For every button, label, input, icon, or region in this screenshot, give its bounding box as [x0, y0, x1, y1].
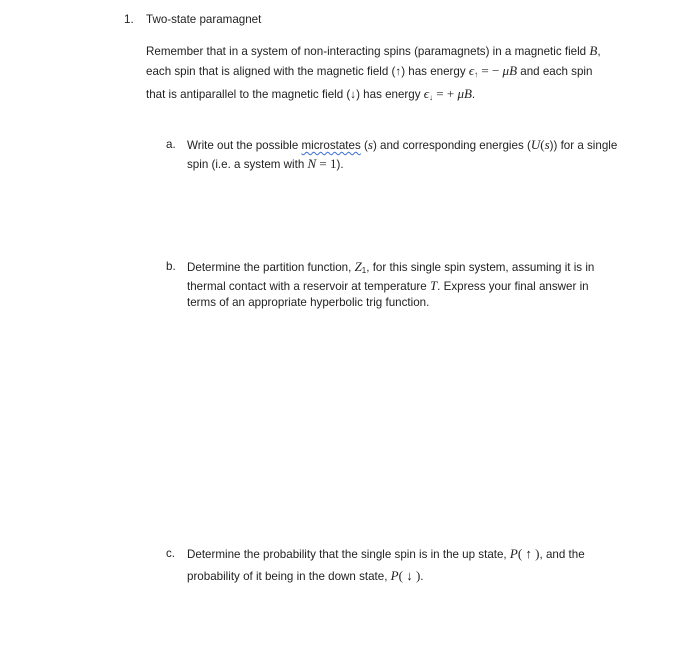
intro-line-1: Remember that in a system of non-interacting spins (paramagnets) in a magnetic field B, [146, 43, 601, 58]
spellcheck-underlined-word: microstates [301, 139, 361, 152]
part-b-line-3: terms of an appropriate hyperbolic trig function. [187, 296, 430, 309]
part-b-line-1: Determine the partition function, $Z_1$, for this single spin system, assuming it is in [187, 259, 595, 275]
part-c-letter: c. [166, 547, 176, 560]
part-a-line-2: spin (i.e. a system with N = 1). [187, 156, 344, 171]
part-b-letter: b. [166, 260, 176, 273]
intro-line-3: that is antiparallel to the magnetic field (↓) has energy $\epsilon_↓$ = + μB. [146, 86, 476, 102]
part-c-line-2: probability of it being in the down state, P( ↓ ). [187, 568, 424, 583]
part-b-line-2: thermal contact with a reservoir at temperature T. Express your final answer in [187, 278, 589, 293]
part-c-line-1: Determine the probability that the single spin is in the up state, P( ↑ ), and the [187, 546, 585, 561]
question-number: 1. [124, 13, 134, 26]
intro-line-2: each spin that is aligned with the magnetic field (↑) has energy $\epsilon_↑$ = − μB and each spin [146, 63, 593, 79]
question-title: Two-state paramagnet [146, 13, 262, 26]
part-a-line-1: Write out the possible microstates (s) and corresponding energies (U(s)) for a single [187, 137, 618, 152]
part-a-letter: a. [166, 138, 176, 151]
